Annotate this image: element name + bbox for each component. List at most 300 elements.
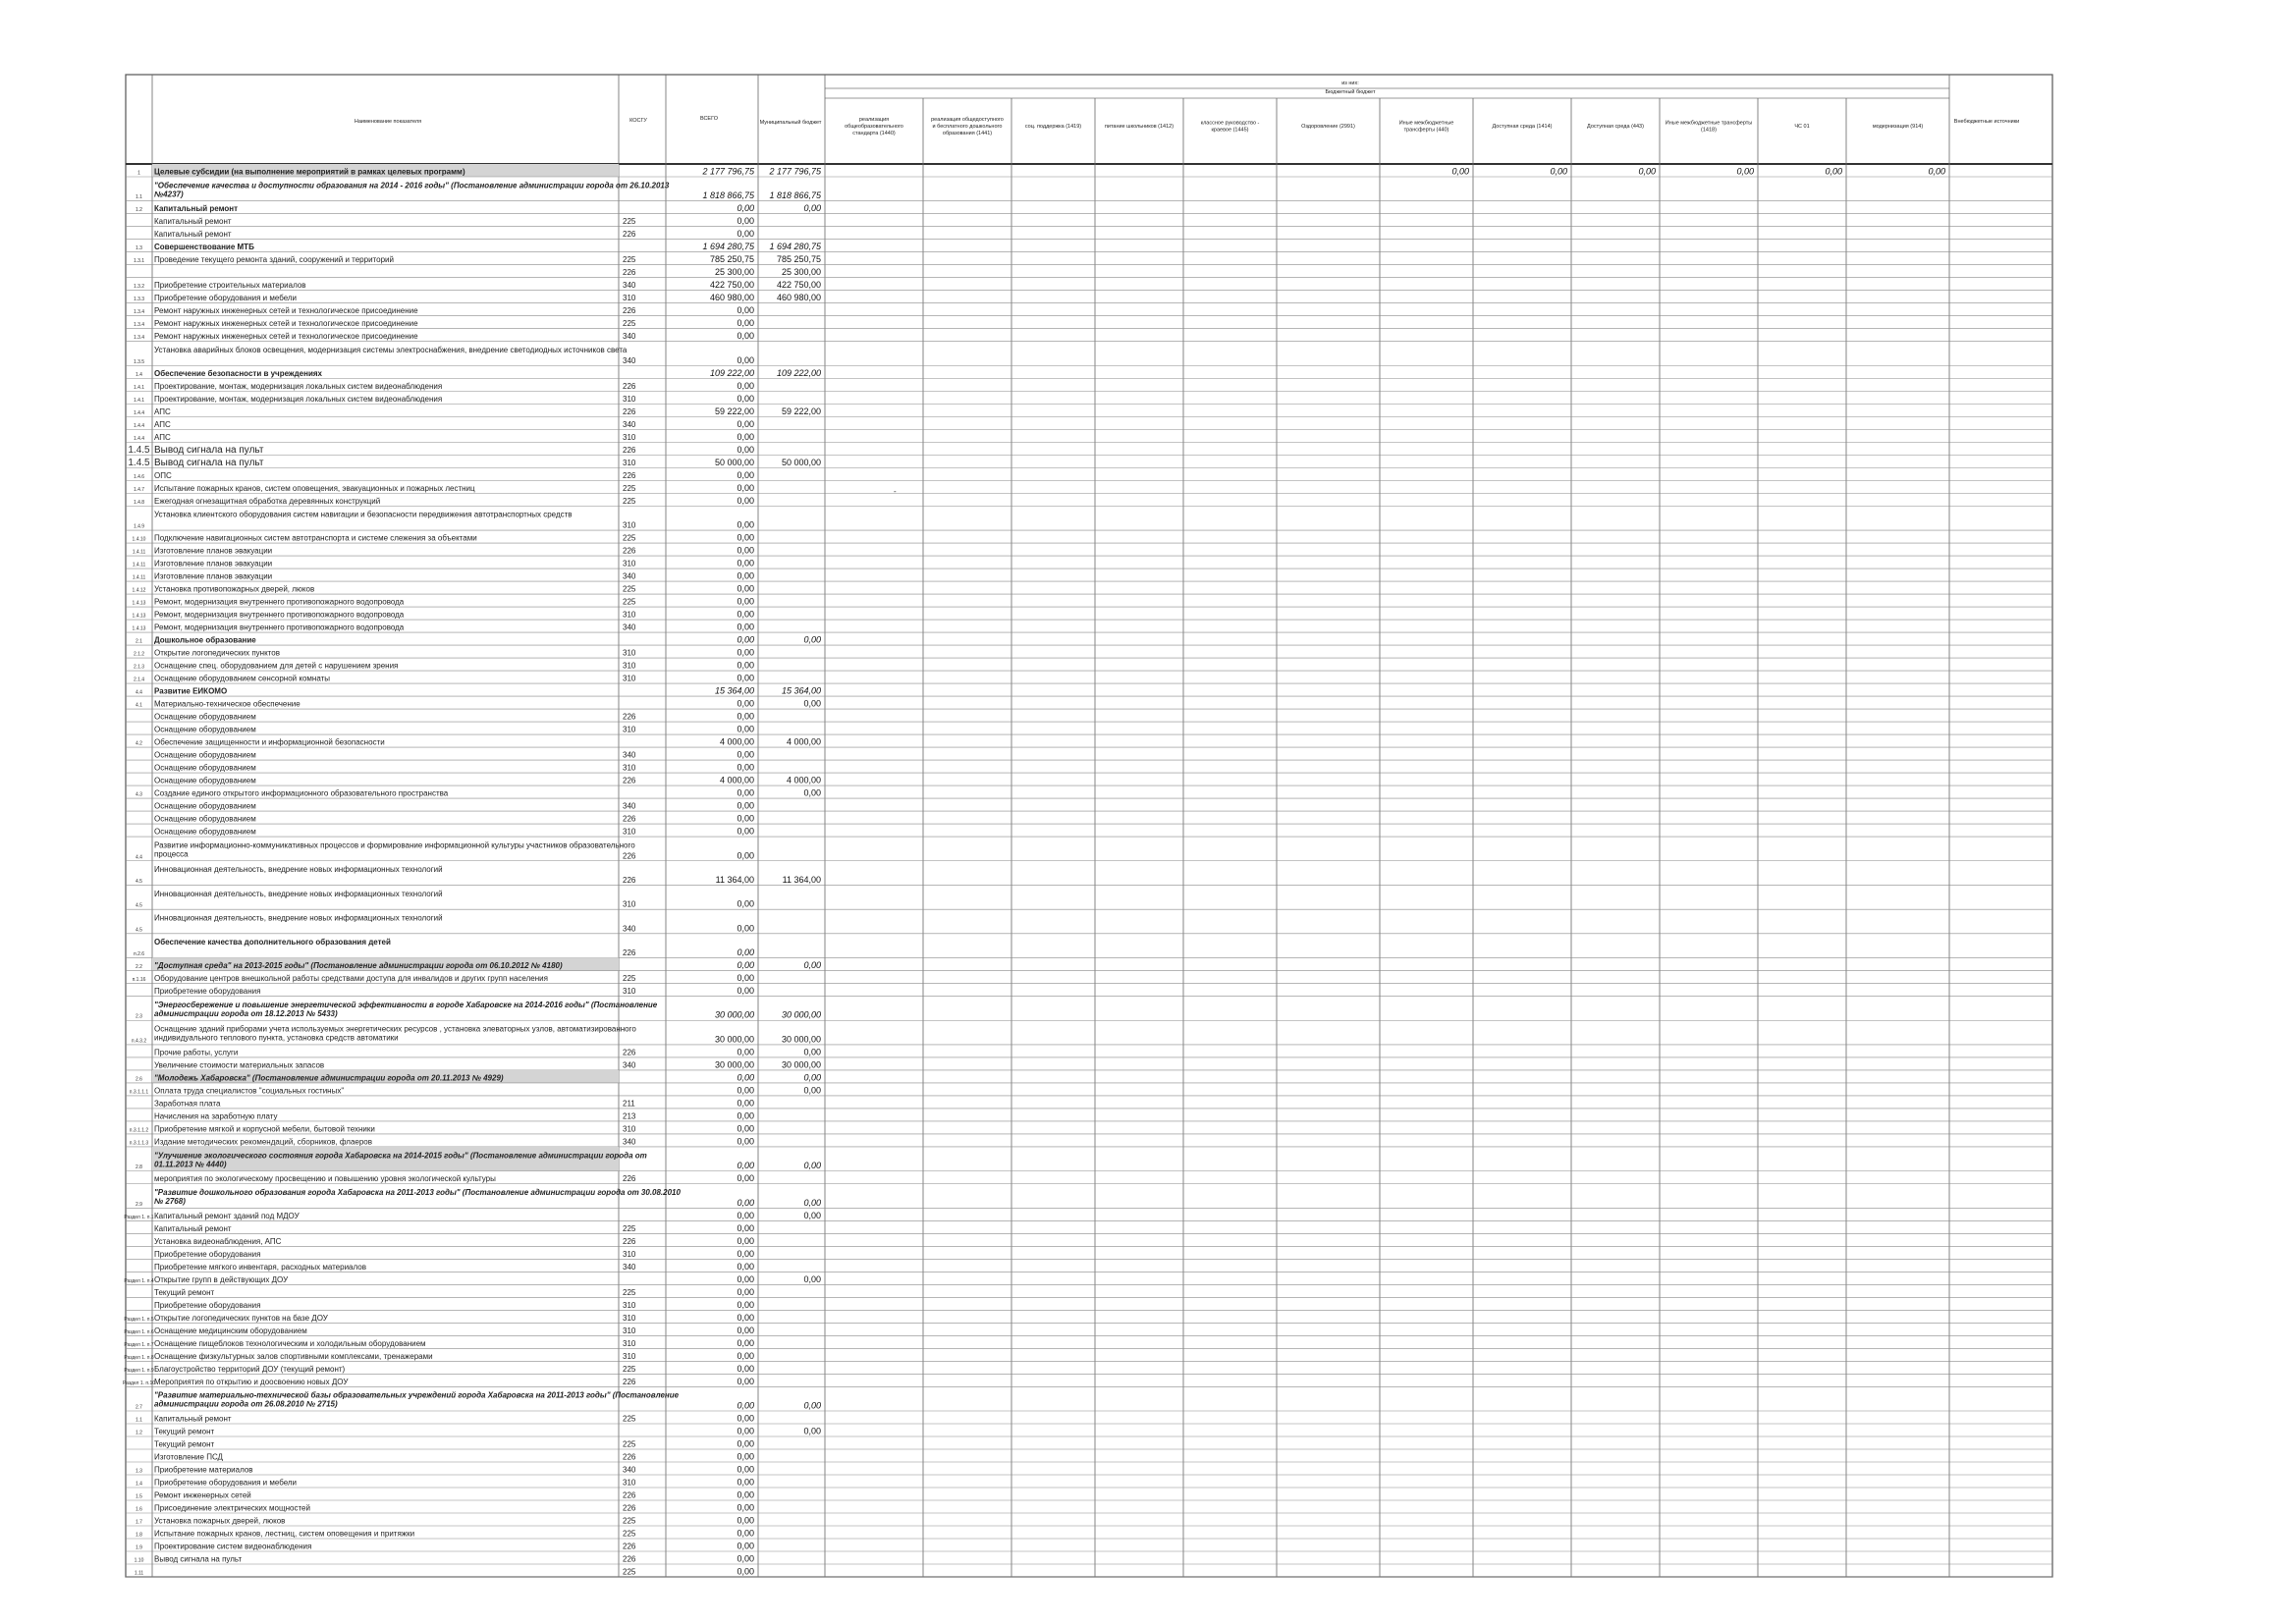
row-total: 0,00 bbox=[737, 1261, 754, 1272]
row-code: 1.5 bbox=[136, 1493, 142, 1500]
row-kosgu: 310 bbox=[623, 1300, 636, 1310]
row-total: 0,00 bbox=[737, 229, 754, 240]
row-municipal: 0,00 bbox=[803, 1400, 821, 1411]
row-kosgu: 310 bbox=[623, 674, 636, 683]
row-name: Вывод сигнала на пульт bbox=[154, 457, 264, 468]
row-municipal: 785 250,75 bbox=[776, 254, 821, 265]
row-total: 0,00 bbox=[737, 1376, 754, 1386]
row-kosgu: 225 bbox=[623, 483, 636, 493]
row-total: 0,00 bbox=[737, 495, 754, 506]
row-total: 0,00 bbox=[737, 898, 754, 909]
row-kosgu: 310 bbox=[623, 294, 636, 303]
row-name: "Развитие материально-технической базы образовательных учреждений города Хабаровска на 2011-2013 годы" (Постановление администрации города от 26.08.2010 № 2715) bbox=[154, 1390, 680, 1409]
row-total: 0,00 bbox=[737, 393, 754, 404]
row-name: Приобретение оборудования и мебели bbox=[154, 1478, 298, 1488]
row-kosgu: 310 bbox=[623, 394, 636, 404]
row-total: 0,00 bbox=[737, 596, 754, 607]
row-total: 2 177 796,75 bbox=[702, 166, 754, 177]
row-code: 4.1 bbox=[136, 702, 142, 709]
row-code: 4.5 bbox=[136, 902, 142, 909]
row-code: п.3.1.1.3 bbox=[129, 1140, 149, 1147]
row-code: 2.8 bbox=[136, 1164, 142, 1171]
row-code: 1.4.5 bbox=[128, 457, 150, 468]
row-code: 1.4.1 bbox=[133, 397, 145, 404]
row-total: 0,00 bbox=[737, 1553, 754, 1564]
header-subcolumn-label: Доступная среда (1414) bbox=[1492, 124, 1553, 130]
header-subcolumn-label: питание школьников (1412) bbox=[1104, 124, 1175, 130]
row-code: 1.3.2 bbox=[133, 284, 145, 291]
row-kosgu: 225 bbox=[623, 1414, 636, 1424]
row-name: Ремонт, модернизация внутреннего противопожарного водопровода bbox=[154, 610, 405, 620]
row-municipal: 11 364,00 bbox=[782, 874, 821, 885]
row-name: АПС bbox=[154, 419, 171, 429]
row-name: Установка видеонаблюдения, АПС bbox=[154, 1236, 282, 1246]
row-kosgu: 226 bbox=[623, 306, 636, 316]
row-name: Благоустройство территорий ДОУ (текущий ремонт) bbox=[154, 1364, 346, 1374]
row-code: 1.3.5 bbox=[133, 358, 145, 365]
row-name: Капитальный ремонт bbox=[154, 1414, 232, 1424]
row-code: 1.4.7 bbox=[133, 486, 145, 493]
row-municipal: 0,00 bbox=[803, 1161, 821, 1171]
row-name: Ремонт наружных инженерных сетей и технологическое присоединение bbox=[154, 319, 418, 329]
row-total: 0,00 bbox=[737, 482, 754, 493]
row-total: 0,00 bbox=[737, 1413, 754, 1424]
row-code: 2.9 bbox=[136, 1201, 142, 1208]
row-kosgu: 226 bbox=[623, 1236, 636, 1246]
row-code: 1.4.13 bbox=[132, 625, 146, 632]
row-total: 30 000,00 bbox=[714, 1059, 754, 1070]
row-municipal: 0,00 bbox=[803, 1273, 821, 1284]
row-code: 1.8 bbox=[136, 1532, 142, 1539]
row-kosgu: 310 bbox=[623, 1313, 636, 1323]
row-kosgu: 340 bbox=[623, 1137, 636, 1147]
row-kosgu: 310 bbox=[623, 1249, 636, 1259]
row-total: 0,00 bbox=[737, 331, 754, 342]
row-name: Испытание пожарных кранов, лестниц, систем оповещения и притяжки bbox=[154, 1529, 415, 1539]
row-code: п.2.6 bbox=[133, 951, 145, 958]
row-total: 0,00 bbox=[737, 203, 754, 214]
row-total: 25 300,00 bbox=[714, 267, 754, 278]
row-municipal: 30 000,00 bbox=[781, 1009, 821, 1020]
row-kosgu: 225 bbox=[623, 1287, 636, 1297]
row-total: 0,00 bbox=[737, 1400, 754, 1411]
row-name: Ремонт наружных инженерных сетей и технологическое присоединение bbox=[154, 306, 418, 316]
row-name: Материально-техническое обеспечение bbox=[154, 699, 301, 709]
row-name: Капитальный ремонт зданий под МДОУ bbox=[154, 1211, 300, 1220]
row-code: 1.4.9 bbox=[133, 523, 145, 530]
row-total: 30 000,00 bbox=[714, 1034, 754, 1045]
row-name: Увеличение стоимости материальных запасов bbox=[154, 1060, 325, 1070]
row-total: 0,00 bbox=[737, 1528, 754, 1539]
row-code: 4.3 bbox=[136, 791, 142, 798]
row-kosgu: 340 bbox=[623, 924, 636, 934]
row-code: п.3.1.1.1 bbox=[129, 1089, 149, 1096]
row-name: "Развитие дошкольного образования города Хабаровска на 2011-2013 годы" (Постановление администрации города от 30.08.2010 № 2768) bbox=[154, 1187, 681, 1206]
row-kosgu: 310 bbox=[623, 899, 636, 909]
row-name: Приобретение оборудования bbox=[154, 1249, 261, 1259]
row-code: 1.4.10 bbox=[132, 536, 146, 543]
row-total: 0,00 bbox=[737, 1222, 754, 1233]
row-kosgu: 225 bbox=[623, 1516, 636, 1526]
row-kosgu: 226 bbox=[623, 381, 636, 391]
row-code: 1.3.4 bbox=[133, 309, 145, 316]
header-top-line-1: из них: bbox=[1341, 81, 1359, 86]
row-total: 0,00 bbox=[737, 813, 754, 824]
row-total: 0,00 bbox=[737, 1210, 754, 1220]
row-municipal: 0,00 bbox=[803, 1047, 821, 1057]
row-total: 0,00 bbox=[737, 354, 754, 365]
row-kosgu: 226 bbox=[623, 1174, 636, 1184]
row-name: АПС bbox=[154, 406, 171, 416]
row-total: 0,00 bbox=[737, 1136, 754, 1147]
row-name: Прочие работы, услуги bbox=[154, 1048, 239, 1057]
row-code: 1.3.1 bbox=[133, 258, 145, 265]
header-subcolumn-label: Доступная среда (443) bbox=[1587, 124, 1644, 130]
row-kosgu: 340 bbox=[623, 571, 636, 581]
row-total: 0,00 bbox=[737, 1098, 754, 1109]
row-total: 0,00 bbox=[737, 519, 754, 530]
row-total: 0,00 bbox=[737, 850, 754, 861]
row-code: 2.2 bbox=[136, 964, 142, 971]
row-name: "Улучшение экологического состояния города Хабаровска на 2014-2015 годы" (Постановление администрации города от 01.11.2013 № 4440) bbox=[154, 1151, 647, 1169]
row-extra-value: 0,00 bbox=[1736, 166, 1754, 177]
row-code: 2.3 bbox=[136, 1013, 142, 1020]
row-total: 0,00 bbox=[737, 305, 754, 316]
row-total: 0,00 bbox=[737, 216, 754, 227]
row-code: 1.4.4 bbox=[133, 422, 145, 429]
row-kosgu: 226 bbox=[623, 712, 636, 722]
row-kosgu: 226 bbox=[623, 268, 636, 278]
row-total: 0,00 bbox=[737, 1337, 754, 1348]
row-total: 0,00 bbox=[737, 1173, 754, 1184]
header-other-sources-column: Внебюджетные источники bbox=[1953, 119, 2020, 125]
row-code: 1.3 bbox=[136, 245, 142, 252]
row-total: 0,00 bbox=[737, 318, 754, 329]
row-name: Заработная плата bbox=[154, 1099, 221, 1109]
row-code: 1.11 bbox=[134, 1570, 144, 1577]
row-total: 0,00 bbox=[737, 986, 754, 997]
row-code: 1.4.4 bbox=[133, 435, 145, 442]
row-name: Открытие групп в действующих ДОУ bbox=[154, 1274, 289, 1284]
row-total: 0,00 bbox=[737, 1325, 754, 1335]
row-name: Вывод сигнала на пульт bbox=[154, 444, 264, 456]
row-total: 0,00 bbox=[737, 1515, 754, 1526]
row-code: Раздел 1. п.7 bbox=[124, 1341, 154, 1348]
row-total: 4 000,00 bbox=[719, 775, 754, 785]
row-name: Открытие логопедических пунктов на базе ДОУ bbox=[154, 1313, 328, 1323]
row-name: Оснащение оборудованием сенсорной комнаты bbox=[154, 674, 331, 683]
row-kosgu: 226 bbox=[623, 470, 636, 480]
row-code: 1 bbox=[137, 170, 140, 177]
row-kosgu: 310 bbox=[623, 610, 636, 620]
row-total: 0,00 bbox=[737, 1350, 754, 1361]
row-total: 0,00 bbox=[737, 1299, 754, 1310]
row-total: 0,00 bbox=[737, 1426, 754, 1436]
row-code: 1.3.4 bbox=[133, 322, 145, 329]
row-name: Инновационная деятельность, внедрение новых информационных технологий bbox=[154, 865, 443, 875]
row-total: 0,00 bbox=[737, 647, 754, 658]
row-total: 0,00 bbox=[737, 1489, 754, 1500]
row-kosgu: 340 bbox=[623, 281, 636, 291]
row-total: 0,00 bbox=[737, 1363, 754, 1374]
row-municipal: 0,00 bbox=[803, 1426, 821, 1436]
row-kosgu: 225 bbox=[623, 974, 636, 984]
row-total: 0,00 bbox=[737, 570, 754, 581]
row-name: Обеспечение качества дополнительного образования детей bbox=[154, 938, 391, 947]
row-municipal: 1 818 866,75 bbox=[769, 190, 821, 201]
row-name: Оборудование центров внешкольной работы средствами доступа для инвалидов и других групп населения bbox=[154, 974, 548, 984]
row-name: Приобретение оборудования bbox=[154, 987, 261, 997]
row-code: 1.4 bbox=[136, 1481, 142, 1488]
row-name: Ремонт инженерных сетей bbox=[154, 1490, 251, 1500]
row-code: Раздел 1. п.6 bbox=[124, 1328, 154, 1335]
row-code: 2.1.3 bbox=[133, 664, 145, 671]
row-kosgu: 211 bbox=[623, 1099, 635, 1109]
row-total: 11 364,00 bbox=[715, 874, 754, 885]
row-kosgu: 310 bbox=[623, 458, 636, 467]
row-name: Оснащение оборудованием bbox=[154, 827, 256, 837]
row-total: 0,00 bbox=[737, 1085, 754, 1096]
row-total: 0,00 bbox=[737, 660, 754, 671]
row-municipal: 0,00 bbox=[803, 203, 821, 214]
row-extra-value: 0,00 bbox=[1451, 166, 1469, 177]
row-kosgu: 226 bbox=[623, 1503, 636, 1513]
row-name: Открытие логопедических пунктов bbox=[154, 648, 280, 658]
row-kosgu: 225 bbox=[623, 597, 636, 607]
row-total: 0,00 bbox=[737, 826, 754, 837]
row-name: Приобретение оборудования bbox=[154, 1300, 261, 1310]
row-kosgu: 310 bbox=[623, 559, 636, 568]
row-kosgu: 225 bbox=[623, 1567, 636, 1577]
row-name: Приобретение оборудования и мебели bbox=[154, 294, 298, 303]
row-code: 1.4.1 bbox=[133, 384, 145, 391]
row-name: Оснащение оборудованием bbox=[154, 750, 256, 760]
row-name: Оснащение пищеблоков технологическим и холодильным оборудованием bbox=[154, 1338, 426, 1348]
row-name: Капитальный ремонт bbox=[154, 230, 232, 240]
row-name: Приобретение строительных материалов bbox=[154, 281, 306, 291]
row-total: 0,00 bbox=[737, 673, 754, 683]
row-name: Проведение текущего ремонта зданий, сооружений и территорий bbox=[154, 255, 394, 265]
row-code: п.3.1.1.2 bbox=[129, 1127, 149, 1134]
row-name: Дошкольное образование bbox=[154, 635, 256, 645]
header-subcolumn-label: Иные межбюджетные трансферты (1418) bbox=[1665, 120, 1753, 134]
row-total: 0,00 bbox=[737, 1566, 754, 1577]
row-name: Текущий ремонт bbox=[154, 1439, 215, 1449]
row-kosgu: 310 bbox=[623, 1478, 636, 1488]
row-name: Приобретение мягкого инвентаря, расходных материалов bbox=[154, 1262, 366, 1272]
row-code: 2.1.4 bbox=[133, 677, 145, 683]
row-total: 0,00 bbox=[737, 749, 754, 760]
row-total: 0,00 bbox=[737, 787, 754, 798]
header-subcolumn-label: Оздоровление (2991) bbox=[1301, 124, 1355, 130]
row-name: Издание методических рекомендаций, сборников, флаеров bbox=[154, 1137, 373, 1147]
row-code: 2.1 bbox=[136, 638, 142, 645]
row-code: 1.4 bbox=[136, 371, 142, 378]
row-name: Начисления на заработную плату bbox=[154, 1111, 278, 1121]
row-code: 1.1 bbox=[136, 1417, 142, 1424]
row-name: Развитие ЕИКОМО bbox=[154, 686, 228, 696]
row-code: Раздел 1. п.1 bbox=[124, 1214, 154, 1220]
row-extra-value: 0,00 bbox=[1550, 166, 1567, 177]
row-kosgu: 226 bbox=[623, 814, 636, 824]
row-total: 0,00 bbox=[737, 724, 754, 734]
row-kosgu: 226 bbox=[623, 1452, 636, 1462]
row-total: 59 222,00 bbox=[714, 406, 754, 416]
row-municipal: 25 300,00 bbox=[781, 267, 821, 278]
row-code: 1.4.11 bbox=[132, 574, 146, 581]
row-kosgu: 340 bbox=[623, 801, 636, 811]
row-code: 1.4.5 bbox=[128, 444, 150, 456]
row-total: 0,00 bbox=[737, 1502, 754, 1513]
row-code: 1.10 bbox=[134, 1557, 144, 1564]
row-kosgu: 225 bbox=[623, 217, 636, 227]
row-name: Обеспечение защищенности и информационной безопасности bbox=[154, 737, 385, 747]
row-code: 1.3.3 bbox=[133, 297, 145, 303]
row-name: Инновационная деятельность, внедрение новых информационных технологий bbox=[154, 889, 443, 898]
row-code: п.1.16 bbox=[132, 977, 146, 984]
row-name: Изготовление ПСД bbox=[154, 1452, 223, 1462]
row-code: 1.9 bbox=[136, 1544, 142, 1551]
row-name: Развитие информационно-коммуникативных процессов и формирование информационной культуры участников образовательного процесса bbox=[154, 840, 635, 859]
row-name: Капитальный ремонт bbox=[154, 217, 232, 227]
row-name: Оснащение оборудованием bbox=[154, 801, 256, 811]
row-kosgu: 226 bbox=[623, 546, 636, 556]
row-municipal: 2 177 796,75 bbox=[769, 166, 821, 177]
row-extra-value: 0,00 bbox=[1638, 166, 1656, 177]
row-code: 1.7 bbox=[136, 1519, 142, 1526]
row-name: Установка аварийных блоков освещения, модернизация системы электроснабжения, внедрение светодиодных источников света bbox=[154, 346, 628, 355]
row-kosgu: 226 bbox=[623, 948, 636, 958]
row-kosgu: 226 bbox=[623, 406, 636, 416]
row-kosgu: 225 bbox=[623, 1439, 636, 1449]
row-name: Изготовление планов эвакуации bbox=[154, 546, 273, 556]
row-code: 1.4.13 bbox=[132, 613, 146, 620]
row-total: 422 750,00 bbox=[709, 280, 754, 291]
row-kosgu: 226 bbox=[623, 851, 636, 861]
row-total: 0,00 bbox=[737, 1110, 754, 1121]
header-municipal-column: Муниципальный бюджет bbox=[759, 120, 822, 126]
row-name: Ремонт наружных инженерных сетей и технологическое присоединение bbox=[154, 332, 418, 342]
row-name: Подключение навигационных систем автотранспорта и системе слежения за объектами bbox=[154, 533, 477, 543]
row-kosgu: 226 bbox=[623, 1542, 636, 1551]
row-code: Раздел 1. п.8 bbox=[124, 1354, 154, 1361]
row-total: 0,00 bbox=[737, 380, 754, 391]
row-municipal: 0,00 bbox=[803, 1085, 821, 1096]
row-total: 0,00 bbox=[737, 1464, 754, 1475]
row-name: Присоединение электрических мощностей bbox=[154, 1503, 310, 1513]
header-subcolumn-label: модернизация (914) bbox=[1872, 124, 1924, 130]
row-total: 0,00 bbox=[737, 1072, 754, 1083]
header-subcolumn-label: реализация общедоступного и бесплатного дошкольного образования (1441) bbox=[931, 117, 1004, 136]
row-code: 1.6 bbox=[136, 1506, 142, 1513]
row-municipal: 0,00 bbox=[803, 1197, 821, 1208]
row-kosgu: 225 bbox=[623, 255, 636, 265]
row-total: 0,00 bbox=[737, 947, 754, 958]
row-total: 0,00 bbox=[737, 973, 754, 984]
row-municipal: 0,00 bbox=[803, 634, 821, 645]
row-code: 1.4.4 bbox=[133, 409, 145, 416]
row-extra-value: 0,00 bbox=[1928, 166, 1945, 177]
row-name: Совершенствование МТБ bbox=[154, 243, 254, 252]
header-top-line-2: Бюджетный бюджет bbox=[1325, 89, 1376, 95]
row-total: 0,00 bbox=[737, 1123, 754, 1134]
row-total: 0,00 bbox=[737, 1235, 754, 1246]
row-total: 0,00 bbox=[737, 634, 754, 645]
header-subcolumn-label: реализация общеобразовательного стандарта (1440) bbox=[845, 117, 903, 136]
row-total: 0,00 bbox=[737, 923, 754, 934]
row-name: ОПС bbox=[154, 470, 172, 480]
row-municipal: 0,00 bbox=[803, 1210, 821, 1220]
row-total: 785 250,75 bbox=[709, 254, 754, 265]
row-kosgu: 340 bbox=[623, 1262, 636, 1272]
row-code: 1.4.11 bbox=[132, 549, 146, 556]
row-name: "Молодежь Хабаровска" (Постановление администрации города от 20.11.2013 № 4929) bbox=[154, 1073, 504, 1083]
row-name: Установка противопожарных дверей, люков bbox=[154, 584, 315, 594]
row-code: Раздел 1. п.10 bbox=[122, 1380, 156, 1386]
row-kosgu: 225 bbox=[623, 319, 636, 329]
row-name: Обеспечение безопасности в учреждениях bbox=[154, 368, 322, 378]
row-name: Оснащение оборудованием bbox=[154, 814, 256, 824]
row-kosgu: 340 bbox=[623, 355, 636, 365]
row-kosgu: 310 bbox=[623, 725, 636, 734]
row-kosgu: 310 bbox=[623, 763, 636, 773]
row-kosgu: 226 bbox=[623, 875, 636, 885]
row-total: 0,00 bbox=[737, 698, 754, 709]
row-code: 1.4.8 bbox=[133, 499, 145, 506]
row-kosgu: 310 bbox=[623, 661, 636, 671]
row-municipal: 4 000,00 bbox=[786, 736, 821, 747]
row-kosgu: 340 bbox=[623, 1060, 636, 1070]
row-kosgu: 310 bbox=[623, 987, 636, 997]
row-name: Оснащение оборудованием bbox=[154, 712, 256, 722]
row-kosgu: 310 bbox=[623, 432, 636, 442]
row-total: 0,00 bbox=[737, 1286, 754, 1297]
row-total: 0,00 bbox=[737, 1438, 754, 1449]
row-kosgu: 340 bbox=[623, 750, 636, 760]
row-total: 0,00 bbox=[737, 1273, 754, 1284]
row-total: 4 000,00 bbox=[719, 736, 754, 747]
row-code: 1.4.13 bbox=[132, 600, 146, 607]
row-kosgu: 310 bbox=[623, 648, 636, 658]
row-total: 0,00 bbox=[737, 609, 754, 620]
row-extra-value: 0,00 bbox=[1825, 166, 1842, 177]
row-kosgu: 310 bbox=[623, 1124, 636, 1134]
row-total: 50 000,00 bbox=[714, 457, 754, 467]
row-name: Текущий ремонт bbox=[154, 1427, 215, 1436]
header-name-column: Наименование показателя bbox=[354, 119, 422, 125]
row-code: 1.4.12 bbox=[132, 587, 146, 594]
row-total: 0,00 bbox=[737, 418, 754, 429]
row-total: 460 980,00 bbox=[709, 293, 754, 303]
row-name: "Энергосбережение и повышение энергетической эффективности в городе Хабаровске на 2014-2016 годы" (Постановление администрации города от 18.12.2013 № 5433) bbox=[154, 1000, 658, 1018]
row-name: Проектирование, монтаж, модернизация локальных систем видеонаблюдения bbox=[154, 394, 443, 404]
row-name: Приобретение мягкой и корпусной мебели, бытовой техники bbox=[154, 1124, 375, 1134]
row-total: 0,00 bbox=[737, 800, 754, 811]
header-subcolumn-label: ЧС 01 bbox=[1794, 124, 1810, 130]
row-total: 0,00 bbox=[737, 558, 754, 568]
row-name: Ремонт, модернизация внутреннего противопожарного водопровода bbox=[154, 597, 405, 607]
row-kosgu: 310 bbox=[623, 1326, 636, 1335]
row-kosgu: 340 bbox=[623, 332, 636, 342]
row-code: 2.1.2 bbox=[133, 651, 145, 658]
row-code: Раздел 1. п.5 bbox=[124, 1316, 154, 1323]
row-total: 0,00 bbox=[737, 532, 754, 543]
row-name: Капитальный ремонт bbox=[154, 1223, 232, 1233]
row-name: Текущий ремонт bbox=[154, 1287, 215, 1297]
row-name: Установка клиентского оборудования систем навигации и безопасности передвижения автотранспортных средств bbox=[154, 510, 573, 519]
row-kosgu: 225 bbox=[623, 533, 636, 543]
row-name: "Доступная среда" на 2013-2015 годы" (Постановление администрации города от 06.10.2012 № 4180) bbox=[154, 961, 563, 971]
